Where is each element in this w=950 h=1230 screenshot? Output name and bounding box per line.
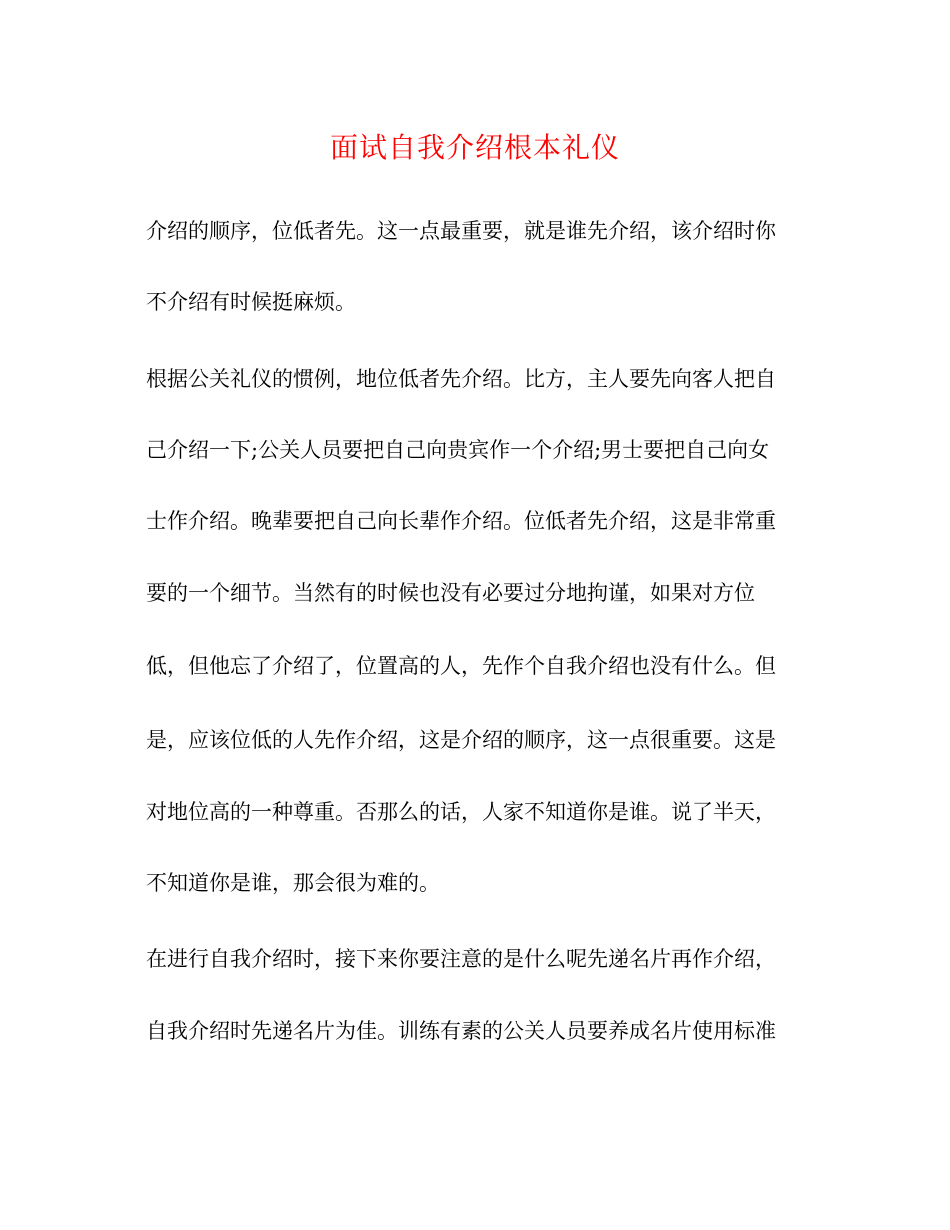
text-line: 士作介绍。晚辈要把自己向长辈作介绍。位低者先介绍，这是非常重 [146,509,776,533]
text-line: 是，应该位低的人先作介绍，这是介绍的顺序，这一点很重要。这是 [146,728,776,752]
text-line: 介绍的顺序，位低者先。这一点最重要，就是谁先介绍，该介绍时你 [146,219,776,243]
document-title: 面试自我介绍根本礼仪 [329,131,620,164]
text-line: 低，但他忘了介绍了，位置高的人，先作个自我介绍也没有什么。但 [146,654,776,678]
text-line: 对地位高的一种尊重。否那么的话，人家不知道你是谁。说了半天， [146,800,776,824]
text-line: 己介绍一下;公关人员要把自己向贵宾作一个介绍;男士要把自己向女 [146,438,770,462]
text-line: 在进行自我介绍时，接下来你要注意的是什么呢先递名片再作介绍， [146,947,776,971]
text-line: 根据公关礼仪的惯例，地位低者先介绍。比方，主人要先向客人把自 [146,367,776,391]
text-line: 自我介绍时先递名片为佳。训练有素的公关人员要养成名片使用标准 [146,1019,776,1043]
text-line: 要的一个细节。当然有的时候也没有必要过分地拘谨，如果对方位 [146,581,755,605]
text-line: 不知道你是谁，那会很为难的。 [146,871,440,895]
text-line: 不介绍有时候挺麻烦。 [146,290,356,314]
